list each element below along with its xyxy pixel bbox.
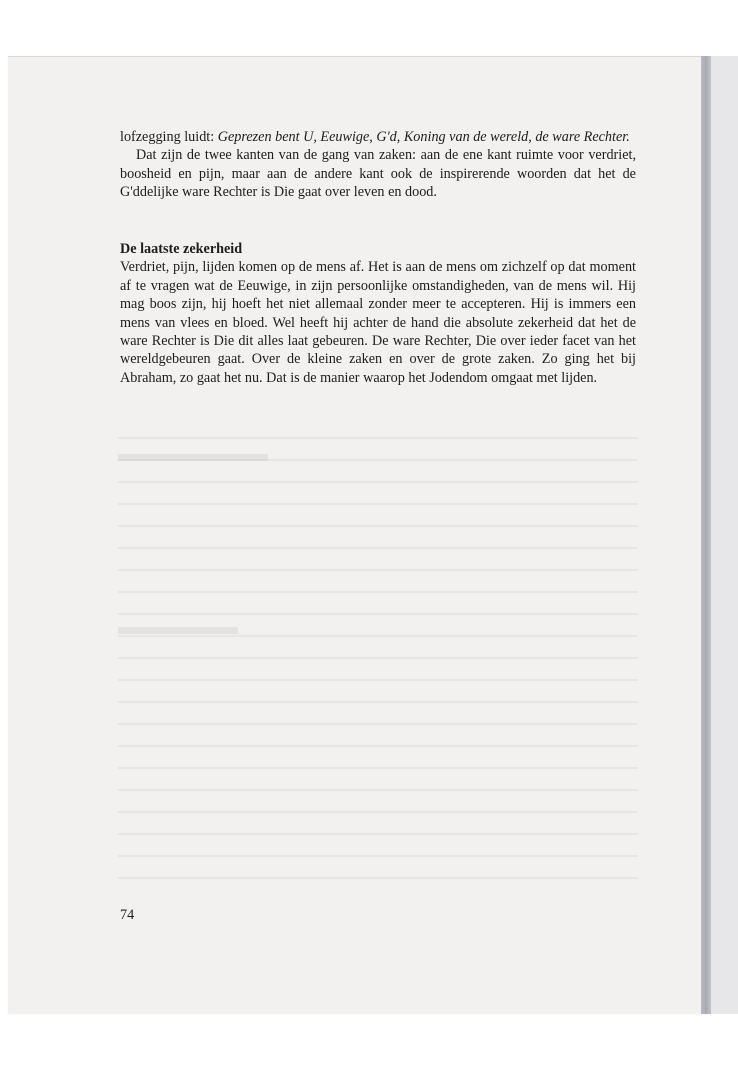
bleed-through-text — [118, 420, 638, 890]
section-heading: De laatste zekerheid — [120, 241, 243, 257]
page-number: 74 — [120, 907, 135, 923]
section-block — [120, 240, 636, 387]
paragraph-1-lead: lofzegging luidt: — [120, 129, 218, 145]
background-strip — [711, 56, 738, 1014]
page-top-edge — [8, 56, 708, 57]
bleed-through-heading — [118, 627, 238, 634]
main-text — [120, 128, 636, 202]
paragraph-1 — [120, 128, 636, 146]
paragraph-2: Dat zijn de twee kanten van de gang van zaken: aan de ene kant ruimte voor verdriet, boosheid en pijn, maar aan de andere kant ook de inspirerende woorden dat het de G'ddelijke ware Rechter is Die gaat over leven en dood. — [120, 147, 636, 201]
page-spine-edge — [701, 56, 711, 1014]
paragraph-1-quote: Geprezen bent U, Eeuwige, G'd, Koning van de wereld, de ware Rechter. — [217, 129, 630, 145]
paragraph-3: Verdriet, pijn, lijden komen op de mens af. Het is aan de mens om zichzelf op dat moment af te vragen wat de Eeuwige, in zijn persoonlijke omstandigheden, van de mens wil. Hij mag boos zijn, hij hoeft het niet allemaal zonder meer te accepteren. Hij is immers een mens van vlees en bloed. Wel heeft hij achter de hand die absolute zekerheid dat het de ware Rechter is Die dit alles laat gebeuren. De ware Rechter, Die over ieder facet van het wereldgebeuren gaat. Over de kleine zaken en over de grote zaken. Zo ging het bij Abraham, zo gaat het nu. Dat is de manier waarop het Jodendom omgaat met lijden. — [120, 259, 636, 386]
bleed-through-heading — [118, 454, 268, 461]
